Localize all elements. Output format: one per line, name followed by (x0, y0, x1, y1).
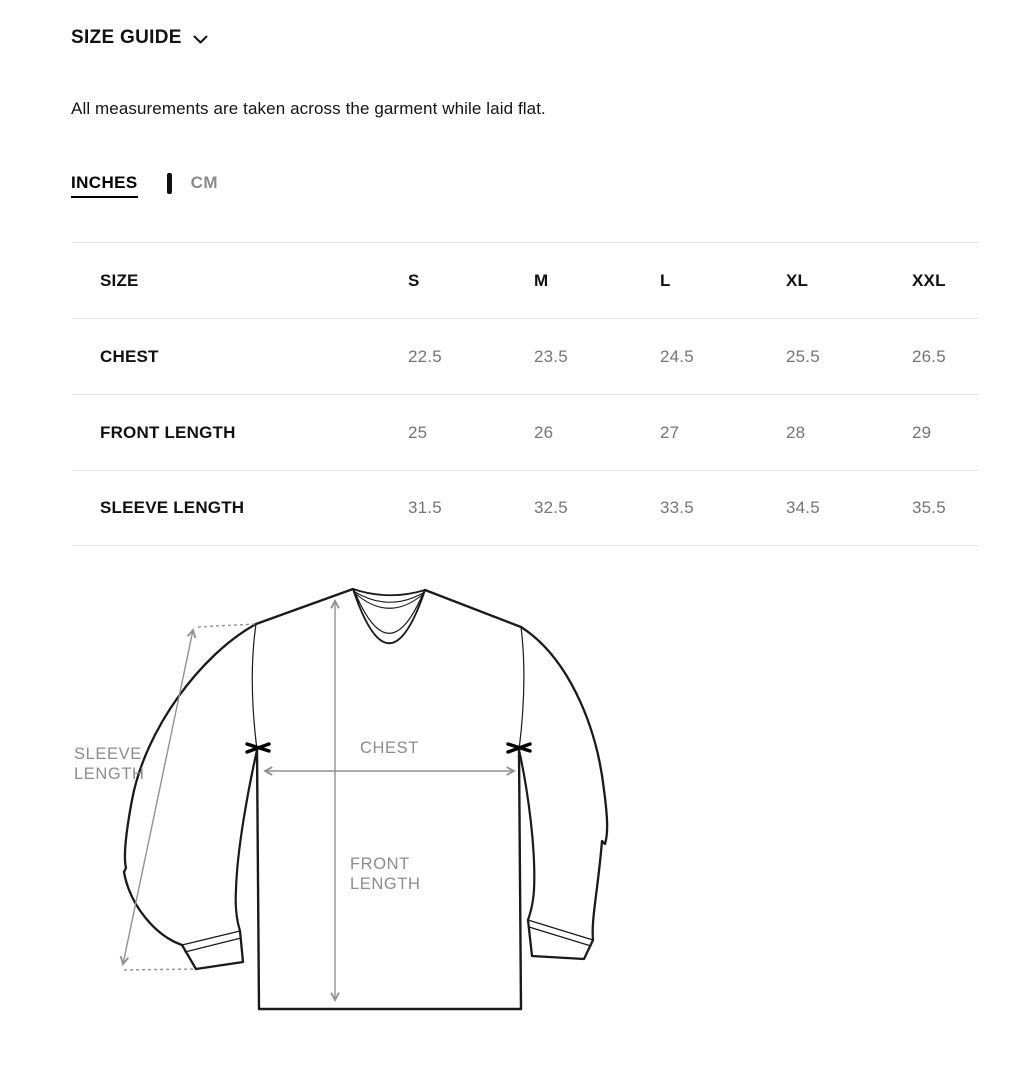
column-header-m: M (534, 270, 549, 290)
cell-value: 26.5 (912, 346, 946, 366)
size-table (72, 242, 979, 546)
cell-value: 31.5 (408, 498, 442, 517)
cell-value: 29 (912, 422, 932, 442)
row-label: CHEST (100, 346, 159, 366)
column-header-xl: XL (786, 270, 809, 290)
cell-value: 33.5 (660, 498, 694, 517)
sleeve-length-label: SLEEVE (74, 745, 142, 763)
cell-value: 23.5 (534, 346, 568, 366)
cell-value: 27 (660, 422, 680, 442)
cell-value: 25.5 (786, 346, 820, 366)
row-label: SLEEVE LENGTH (100, 498, 245, 517)
column-header-l: L (660, 270, 671, 290)
column-header-size: SIZE (100, 270, 139, 290)
front-length-label: FRONT (350, 855, 410, 873)
sleeve-length-label: LENGTH (74, 765, 145, 783)
table-header-row (72, 242, 979, 318)
size-guide-header[interactable] (71, 27, 208, 49)
chest-label: CHEST (360, 739, 419, 757)
cell-value: 24.5 (660, 346, 694, 366)
unit-inches-button[interactable]: INCHES (71, 173, 138, 198)
table-row-front-length (72, 394, 979, 470)
unit-separator (167, 173, 172, 194)
shirt-outline (124, 589, 607, 1009)
page-title: SIZE GUIDE (71, 27, 182, 48)
table-row-chest (72, 318, 979, 394)
cell-value: 34.5 (786, 498, 820, 517)
unit-toggle (71, 173, 218, 198)
cell-value: 32.5 (534, 498, 568, 517)
unit-cm-button[interactable]: CM (190, 173, 218, 192)
sleeve-length-dashed-bottom (124, 969, 196, 970)
measurement-note: All measurements are taken across the garment while laid flat. (71, 99, 546, 118)
front-length-label: LENGTH (350, 875, 421, 893)
table-row-sleeve-length (72, 470, 979, 546)
cell-value: 25 (408, 422, 428, 442)
garment-diagram (60, 560, 680, 1040)
column-header-s: S (408, 270, 420, 290)
sleeve-length-dashed-top (198, 624, 256, 627)
column-header-xxl: XXL (912, 270, 946, 290)
cell-value: 26 (534, 422, 554, 442)
cell-value: 28 (786, 422, 806, 442)
cell-value: 35.5 (912, 498, 946, 517)
row-label: FRONT LENGTH (100, 422, 236, 442)
chevron-down-icon (193, 35, 208, 44)
cell-value: 22.5 (408, 346, 442, 366)
